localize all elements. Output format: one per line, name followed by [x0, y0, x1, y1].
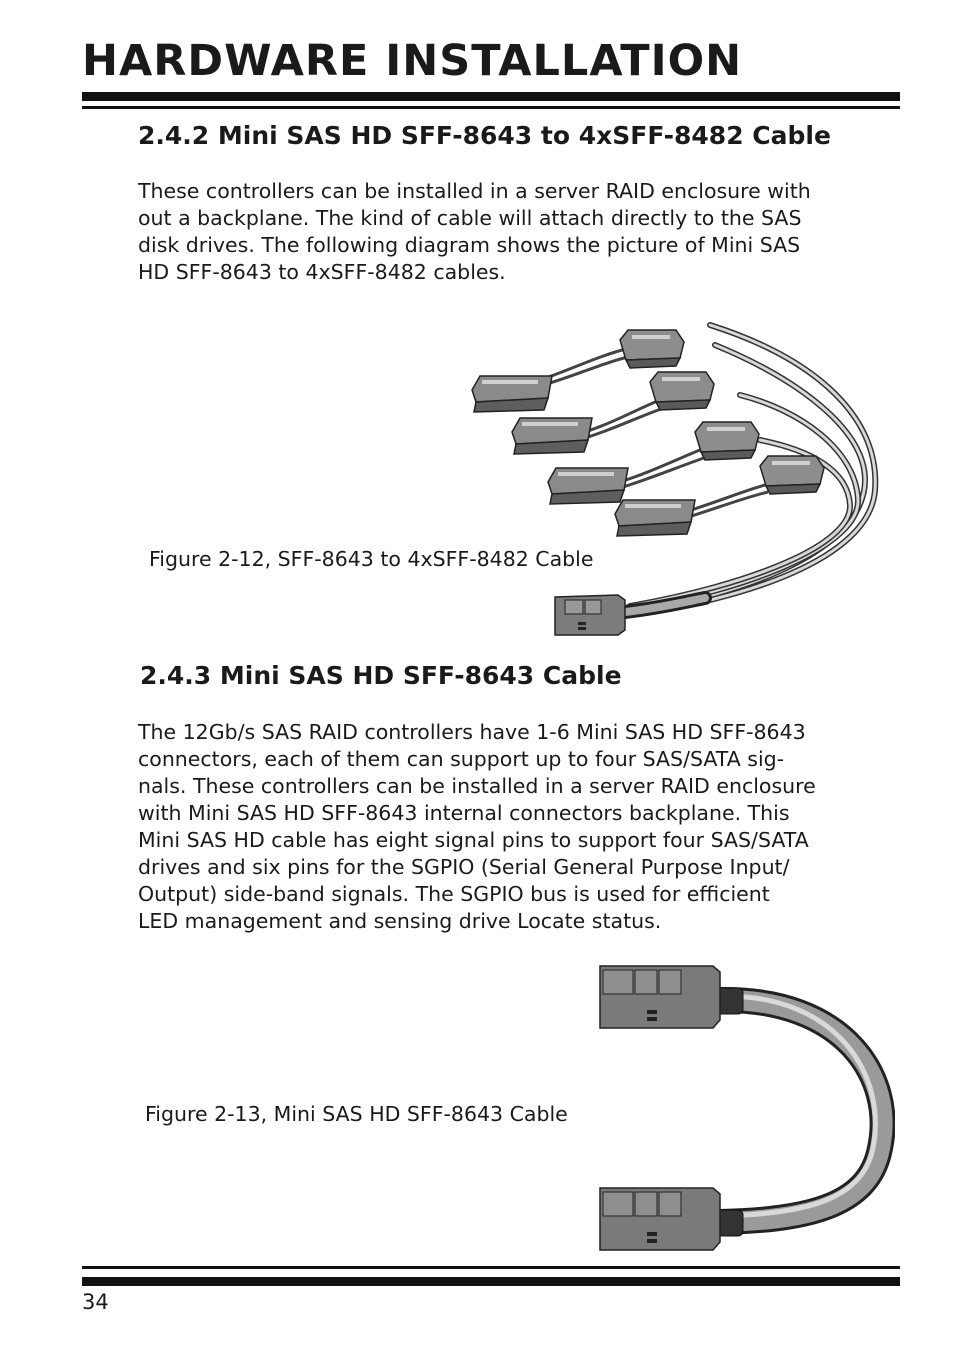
paragraph-line: HD SFF-8643 to 4xSFF-8482 cables.	[138, 260, 506, 284]
paragraph-line: Output) side-band signals. The SGPIO bus is used for efficient	[138, 882, 770, 906]
header-rule-thin	[82, 106, 900, 109]
figure-2-12-caption: Figure 2-12, SFF-8643 to 4xSFF-8482 Cable	[149, 547, 594, 571]
paragraph-line: The 12Gb/s SAS RAID controllers have 1-6 Mini SAS HD SFF-8643	[138, 720, 806, 744]
section-2-4-3-paragraph	[138, 719, 816, 935]
section-heading-2-4-2: 2.4.2 Mini SAS HD SFF-8643 to 4xSFF-8482 Cable	[138, 121, 831, 150]
figure-2-13-cable-illustration	[595, 958, 895, 1258]
bottom-connector	[600, 1188, 720, 1250]
paragraph-line: nals. These controllers can be installed in a server RAID enclosure	[138, 774, 816, 798]
paragraph-line: These controllers can be installed in a server RAID enclosure with	[138, 179, 811, 203]
paragraph-line: drives and six pins for the SGPIO (Serial General Purpose Input/	[138, 855, 790, 879]
section-heading-2-4-3: 2.4.3 Mini SAS HD SFF-8643 Cable	[140, 661, 622, 690]
paragraph-line: Mini SAS HD cable has eight signal pins to support four SAS/SATA	[138, 828, 809, 852]
figure-2-12-cable-illustration	[460, 300, 900, 645]
footer-rule-thin	[82, 1266, 900, 1269]
paragraph-line: LED management and sensing drive Locate status.	[138, 909, 662, 933]
paragraph-line: with Mini SAS HD SFF-8643 internal connectors backplane. This	[138, 801, 790, 825]
paragraph-line: out a backplane. The kind of cable will attach directly to the SAS	[138, 206, 802, 230]
footer-rule-thick	[82, 1277, 900, 1286]
paragraph-line: connectors, each of them can support up to four SAS/SATA sig-	[138, 747, 785, 771]
section-2-4-2-paragraph	[138, 178, 811, 286]
top-connector	[600, 966, 720, 1028]
paragraph-line: disk drives. The following diagram shows the picture of Mini SAS	[138, 233, 801, 257]
figure-2-13-caption: Figure 2-13, Mini SAS HD SFF-8643 Cable	[145, 1102, 568, 1126]
chapter-title: HARDWARE INSTALLATION	[82, 36, 743, 86]
header-rule-thick	[82, 92, 900, 101]
page-number: 34	[82, 1290, 109, 1314]
